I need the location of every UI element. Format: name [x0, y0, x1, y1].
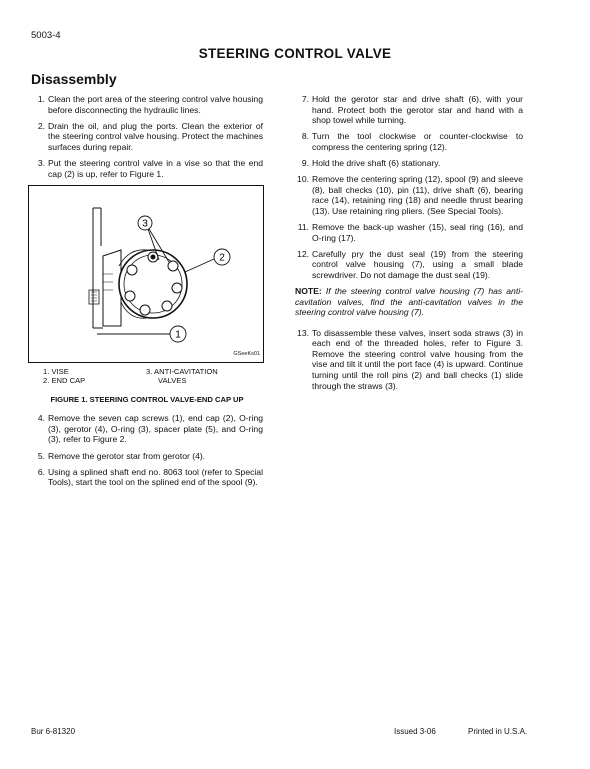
figure-legend	[31, 367, 263, 391]
valve-illustration	[29, 186, 263, 362]
figure-caption: FIGURE 1. STEERING CONTROL VALVE-END CAP UP	[50, 394, 244, 404]
step-number: 9.	[301, 157, 309, 168]
step-item	[295, 131, 523, 152]
step-number: 5.	[37, 450, 45, 461]
page-code: 5003-4	[31, 30, 61, 41]
footer-issued: Issued 3-06	[394, 727, 436, 736]
legend-number: 3.	[146, 366, 153, 376]
step-number: 13.	[297, 327, 309, 338]
legend-label: ANTI-CAVITATION	[154, 366, 218, 376]
steps-list-right-a	[295, 94, 523, 280]
step-text: Clean the port area of the steering control valve housing before disconnecting the hydraulic lines.	[48, 94, 263, 115]
legend-item	[43, 367, 69, 376]
legend-item	[146, 367, 218, 376]
steps-list-left-b	[31, 413, 263, 488]
step-number: 6.	[37, 466, 45, 477]
figure-code: GSeeKs01	[233, 351, 260, 358]
callout-2-label: 2	[219, 252, 225, 264]
right-column	[295, 94, 523, 397]
step-item	[295, 328, 523, 392]
step-item	[31, 451, 263, 462]
figure-1	[28, 185, 264, 363]
step-item	[31, 94, 263, 115]
note-block	[295, 286, 523, 318]
legend-number: 2.	[43, 375, 50, 385]
step-item	[295, 249, 523, 281]
step-text: Drain the oil, and plug the ports. Clean the exterior of the steering control valve housing. Protect the machines surfaces during repair.	[48, 120, 263, 152]
page-title: STEERING CONTROL VALVE	[198, 46, 392, 61]
step-text: Remove the centering spring (12), spool (9) and sleeve (8), ball checks (10), pin (11), drive shaft (6), bearing race (14), retaining ring (18) and needle thrust bearing (13). Use retaining ring pliers. (See Special Tools).	[312, 174, 523, 216]
step-item	[295, 158, 523, 169]
legend-label: VALVES	[158, 375, 187, 385]
legend-item	[43, 376, 85, 385]
step-number: 10.	[297, 174, 309, 185]
step-number: 11.	[297, 221, 309, 232]
step-text: Remove the gerotor star from gerotor (4).	[48, 450, 206, 461]
vise-drawing	[89, 208, 103, 328]
steps-list-left-a	[31, 94, 263, 179]
callout-1-label: 1	[175, 329, 181, 341]
step-item	[295, 174, 523, 216]
legend-item	[158, 376, 186, 385]
step-text: Remove the seven cap screws (1), end cap (2), O-ring (3), gerotor (4), O-ring (3), spacer plate (5), and O-ring (3), refer to Figure 2.	[48, 413, 263, 445]
step-text: Put the steering control valve in a vise so that the end cap (2) is up, refer to Figure 1.	[48, 157, 263, 179]
step-number: 2.	[37, 120, 45, 131]
left-column	[31, 94, 263, 493]
step-number: 4.	[37, 413, 45, 424]
step-item	[31, 467, 263, 488]
step-number: 3.	[37, 157, 45, 168]
section-heading: Disassembly	[31, 71, 117, 87]
step-number: 7.	[301, 94, 309, 104]
step-number: 12.	[297, 248, 309, 259]
legend-number: 1.	[43, 366, 50, 376]
footer-printed: Printed in U.S.A.	[468, 727, 528, 736]
callout-1	[97, 326, 186, 342]
step-item	[31, 158, 263, 179]
step-item	[295, 94, 523, 126]
step-number: 1.	[37, 94, 45, 104]
note-text: If the steering control valve housing (7) has anti-cavitation valves, find the anti-cavitation valves in the steering control valve housing (7).	[295, 285, 523, 318]
step-item	[31, 121, 263, 153]
callout-3-label: 3	[142, 218, 148, 230]
step-text: Carefully pry the dust seal (19) from the steering control valve housing (7), using a small blade screwdriver. Do not damage the dust seal (19).	[312, 248, 523, 280]
step-text: Remove the back-up washer (15), seal ring (16), and O-ring (17).	[312, 221, 523, 243]
step-item	[295, 222, 523, 243]
step-text: Using a splined shaft end no. 8063 tool (refer to Special Tools), start the tool on the splined end of the spool (9).	[48, 466, 263, 488]
step-text: To disassemble these valves, insert soda straws (3) in each end of the threaded holes, refer to Figure 3. Remove the steering control valve housing from the vise and tilt it until the port face (4) is upward. Continue turning until the roll pins (2) and ball checks (1) slide through the straws (3).	[312, 327, 523, 391]
legend-label: END CAP	[51, 375, 86, 385]
step-text: Hold the gerotor star and drive shaft (6), with your hand. Protect both the gerotor star and hand with a shop towel while turning.	[312, 94, 523, 126]
legend-label: VISE	[51, 366, 69, 376]
step-text: Hold the drive shaft (6) stationary.	[312, 157, 441, 168]
note-label: NOTE:	[295, 285, 322, 296]
steps-list-right-b	[295, 328, 523, 392]
step-number: 8.	[301, 131, 309, 142]
step-text: Turn the tool clockwise or counter-clockwise to compress the centering spring (12).	[312, 131, 523, 152]
footer-doc-number: Bur 6-81320	[31, 727, 76, 736]
step-item	[31, 413, 263, 445]
